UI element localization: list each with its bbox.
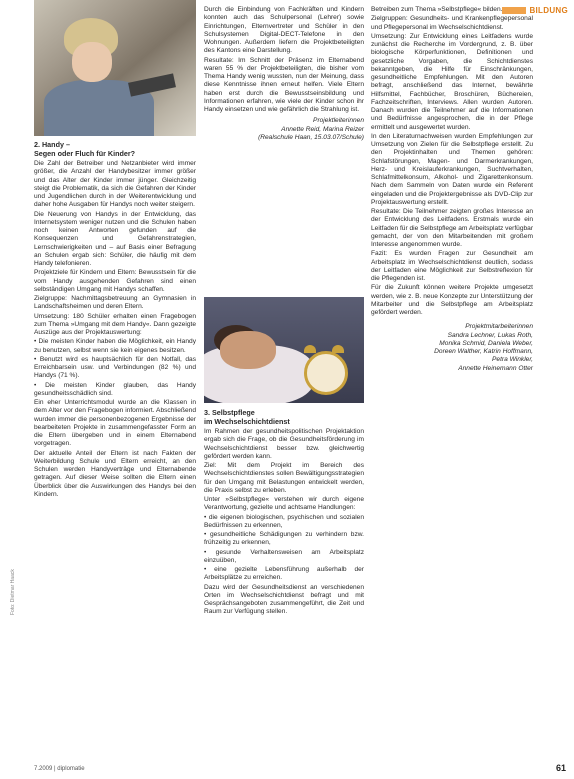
- photo-head: [220, 331, 276, 369]
- column-2-bottom: [204, 408, 364, 618]
- paragraph: Projektziele für Kindern und Eltern: Bewusstsein für die vom Handy ausgehenden Gefahren sind einen selbständigen Umgang mit Handys schaffen.: [34, 269, 196, 293]
- paragraph: Im Rahmen der gesundheitspolitischen Projektaktion ergab sich die Frage, ob die Gesundheitsförderung im Wechselschichtdienst besser bzw. gleichwertig gefördert werden kann.: [204, 428, 364, 460]
- article-3-title: im Wechselschichtdienst: [204, 417, 290, 426]
- bullet-item: • die eigenen biologischen, psychischen und sozialen Bedürfnissen zu erkennen,: [204, 513, 364, 529]
- bullet-item: • Benutzt wird es hauptsächlich für den Notfall, das Erreichbarsein usw. und Verbindungen (82 %) und Handys (71 %).: [34, 355, 196, 380]
- signature-role: Projektmitarbeiterinnen: [465, 323, 533, 331]
- signature-line: Petra Winkler,: [492, 356, 533, 364]
- signature-line: Monika Schmid, Daniela Weber,: [439, 339, 533, 347]
- photo-credit: Foto: Dietmar Haack: [10, 569, 16, 615]
- paragraph: Zielgruppen: Gesundheits- und Krankenpflegepersonal und Pflegepersonal im Wechselschichtdienst.: [371, 15, 533, 31]
- paragraph: Für die Zukunft können weitere Projekte umgesetzt werden, wie z. B. neue Konzepte zur Unterstützung der Mitarbeiter und die Selbstpflege am Arbeitsplatz gefördert werden.: [371, 284, 533, 316]
- paragraph: Umsetzung: Zur Entwicklung eines Leitfadens wurde zunächst die Recherche im Vordergrund, z. B. über biologische Körperfunktionen, Definitionen und gesetzliche Vorgaben, die Schichtdienstes bekanntgeben, die Hilfe für Einschränkungen, gesundheitliche Empfehlungen. Mit den Autoren befragt, anschließend das Internet, bewährte Hilfsmittel, Fachbücher, Broschüren, Büchereien, Fachzeitschriften, Interviews. Allen wurden Autoren. Danach wurden die Teilnehmer auf die Informationen und Bedürfnisse angesprochen, die in der Pflege ermittelt und ausgewertet wurden.: [371, 32, 533, 131]
- article-2-number: 2. Handy –: [34, 140, 70, 149]
- photo-face: [72, 42, 112, 82]
- signature-line: Sandra Lechner, Lukas Roth,: [447, 331, 533, 339]
- paragraph: Die Zahl der Betreiber und Netzanbieter wird immer größer, die Anzahl der Handybesitzer immer größer und das Alter der Kinder immer jünger. Gleichzeitig steigt die Problematik, da sich die Gefahren der Kinder und Jugendlichen durch in der Weiterentwicklung und daher hohe Ausgaben für Handys noch weiter steigern.: [34, 160, 196, 209]
- paragraph: Umsetzung: 180 Schüler erhalten einen Fragebogen zum Thema »Umgang mit dem Handy«. Dann gezeigte Auszüge aus der Projektauswertung:: [34, 312, 196, 336]
- sleeping-person-alarm-clock-photo: [204, 297, 364, 403]
- bullet-item: • eine gezielte Lebensführung außerhalb der Arbeitsplätze zu erreichen.: [204, 566, 364, 582]
- paragraph: Betreiben zum Thema »Selbstpflege« bilden.: [371, 6, 503, 13]
- column-1: [34, 140, 196, 500]
- paragraph: Der aktuelle Anteil der Eltern ist nach Fakten der Weiterbildung Schule und Eltern erreicht, an den Schulen werden Handyverträge und Elternabende getragen. Auf dieser Weise sollten die Eltern einen Überblick über die Auswirkungen des Handys bei den Kindern.: [34, 449, 196, 498]
- paragraph: Resultate: Im Schnitt der Präsenz im Elternabend waren 55 % der Projektbeteiligten, die bisher vom Thema Handy wenig wussten, nun der Meinung, dass diese Kenntnisse ihnen erneut helfen. Viele Eltern haben erst durch die Bewusstseinsbildung und Informationen erfahren, wie viele der Kinder schon ihr Handy einsetzen und wie gefährlich die Strahlung ist.: [204, 56, 364, 113]
- issue-footer: 7.2009 | diplomatie: [34, 766, 85, 772]
- signature-line: Annette Heinemann Otter: [458, 364, 533, 372]
- section-label: BILDUNG: [529, 6, 568, 15]
- bullet-item: • gesundheitliche Schädigungen zu verhindern bzw. frühzeitig zu erkennen,: [204, 531, 364, 547]
- paragraph: Ziel: Mit dem Projekt im Bereich des Wechselschichtdienstes sollen Bewältigungsstrategien für den Umgang mit Belastungen entwickelt werden, die Praxis selbst zu erleben.: [204, 462, 364, 494]
- paragraph: Die Neuerung von Handys in der Entwicklung, das Internetsystem weniger nutzen und die Schulen haben noch keinen Antworten gefunden auf die Konsequenzen und Gefahrenstrategien, Lernschwierigkeiten und – auf Basis einer Befragung an Schulen ergab sich: Schüler, die häufig mit dem Handy telefonieren.: [34, 210, 196, 267]
- bullet-item: • Die meisten Kinder haben die Möglichkeit, ein Handy zu benutzen, selbst wenn sie kein eigenes besitzen.: [34, 338, 196, 354]
- paragraph: Resultate: Die Teilnehmer zeigten großes Interesse an der Entwicklung des Leitfadens. Erstmals wurde ein Leitfaden für die Selbstpflege am Arbeitsplatz verfügbar gemacht, der von den Mitarbeitenden mit großem Interesse angenommen wurde.: [371, 208, 534, 248]
- clock-bell-icon: [304, 345, 316, 353]
- signature-role: Projektleiterinnen: [313, 117, 364, 125]
- paragraph: Dazu wird der Gesundheitsdienst an verschiedenen Orten im Wechselschichtdienst befragt und mit Gesprächsangeboten zusammengeführt, die Zeit und Raum zur Verfügung stellen.: [204, 583, 364, 616]
- paragraph: Ein eher Unterrichtsmodul wurde an die Klassen in dem Alter vor den Fragebogen informiert. Abschließend wurden immer die personenbezogenen Ergebnisse der bearbeiteten Projekte in zusammengefasster Form an die Eltern übergeben und in einem Elternabend vorgetragen.: [34, 399, 196, 448]
- paragraph: Zielgruppe: Nachmittagsbetreuung an Gymnasien in Landschaftsheimen und deren Eltern.: [34, 295, 196, 311]
- paragraph: In den Literaturnachweisen wurden Empfehlungen zur Umsetzung von Zielen für die Selbstpflege erstellt. Zu den Projektinhalten und Themen gehören: Schlafstörungen, Magen- und Darmerkrankungen, Herz- und Kreislauferkrankungen, Suchtverhalten, Schlafmittelkonsum, Alkohol- und Zigarettenkonsum. Nach dem Sammeln von Daten wurde ein Referent eingeladen und die Projektergebnisse als DVD-Clip zur Projektauswertung erstellt.: [371, 132, 533, 206]
- signature-line: Doreen Walther, Katrin Hoffmann,: [434, 348, 533, 355]
- signature-place: (Realschule Haan, 15.03.07/Schule): [258, 133, 364, 141]
- paragraph: Fazit: Es wurden Fragen zur Gesundheit am Arbeitsplatz im Wechselschichtdienst deutlich, sodass der Leitfaden eine Möglichkeit zur Selbstreflexion für die Pflegenden ist.: [371, 250, 533, 282]
- column-3: [371, 6, 533, 373]
- child-with-phone-photo: [34, 0, 196, 136]
- photo-phone: [128, 73, 176, 96]
- page-number: 61: [555, 763, 566, 773]
- article-2-title: Segen oder Fluch für Kinder?: [34, 149, 136, 158]
- paragraph: Durch die Einbindung von Fachkräften und Kindern konnten auch das Schulpersonal (Lehrer) sowie Einrichtungen, Elternvertreter und Schüler in den Schulsystemen Digital-DECT-Telefone in den Wohnungen. Außerdem liefern die Projektbeteiligten des Kantons eine Darstellung.: [204, 6, 364, 55]
- paragraph: Unter »Selbstpflege« verstehen wir durch eigene Verantwortung, gezielte und achtsame Handlungen:: [204, 496, 364, 512]
- column-2-top: [204, 6, 364, 142]
- signature-names: Annette Reid, Marina Reizer: [281, 125, 364, 133]
- article-3-number: 3. Selbstpflege: [204, 408, 255, 417]
- alarm-clock-icon: [304, 351, 348, 395]
- bullet-item: • Die meisten Kinder glauben, das Handy gesundheitsschädlich sind.: [34, 381, 196, 397]
- bullet-item: • gesunde Verhaltensweisen am Arbeitsplatz einzuüben,: [204, 548, 364, 564]
